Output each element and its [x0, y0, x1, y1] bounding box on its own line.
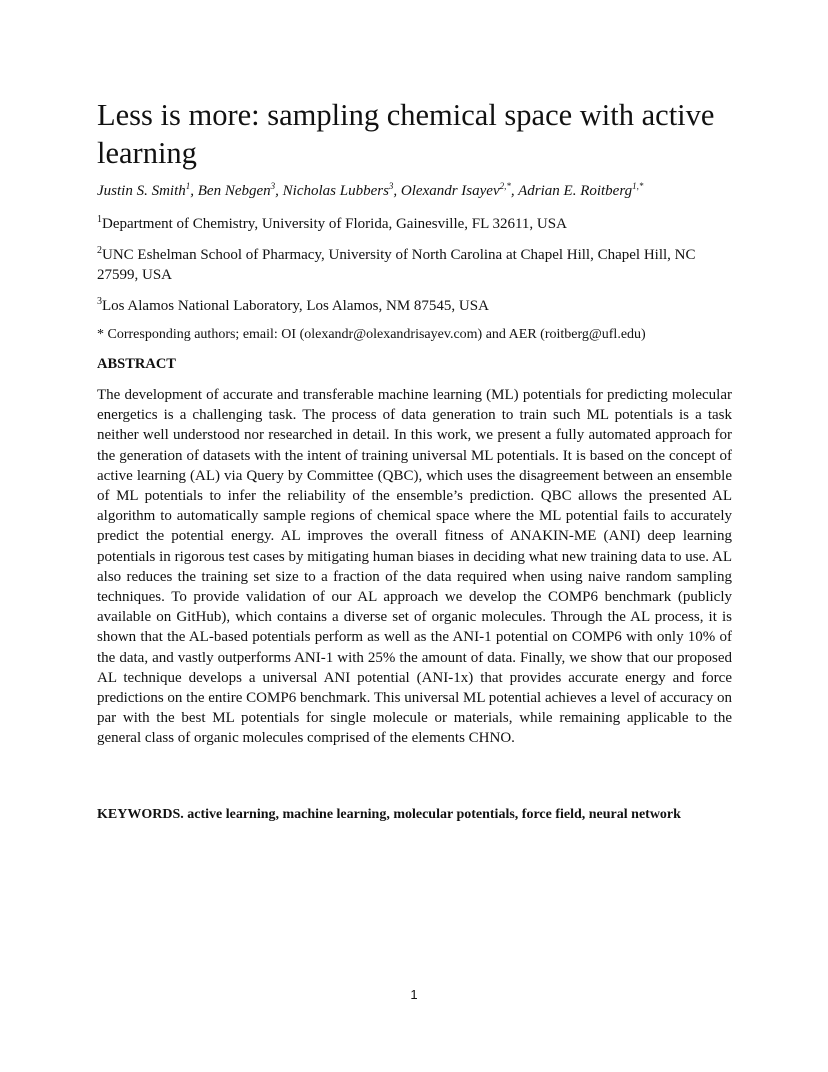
author: Nicholas Lubbers$^3$, [282, 181, 401, 199]
page-number: 1 [410, 987, 418, 1002]
author: Adrian E. Roitberg$^{1,*}$ [518, 181, 644, 199]
paper-title: Less is more: sampling chemical space with active learning [97, 98, 715, 170]
affiliation: $^3$Los Alamos National Laboratory, Los Alamos, NM 87545, USA [97, 296, 489, 314]
abstract-text: The development of accurate and transferable machine learning (ML) potentials for predicting molecular energetics is a challenging task. The process of data generation to train such ML potentials is a task neither well understood nor researched in detail. In this work, we present a fully automated approach for the generation of datasets with the intent of training universal ML potentials. It is based on the concept of active learning (AL) via Query by Committee (QBC), which uses the disagreement between an ensemble of ML potentials to infer the reliability of the ensemble’s prediction. QBC allows the presented AL algorithm to automatically sample regions of chemical space where the ML potential fails to accurately predict the potential energy. AL improves the overall fitness of ANAKIN-ME (ANI) deep learning potentials in rigorous test cases by mitigating human biases in deciding what new training data to use. AL also reduces the training set size to a fraction of the data required when using naive random sampling techniques. To provide validation of our AL approach we develop the COMP6 benchmark (publicly available on GitHub), which contains a diverse set of organic molecules. Through the AL process, it is shown that the AL-based potentials perform as well as the ANI-1 potential on COMP6 with only 10% of the data, and vastly outperforms ANI-1 with 25% the amount of data. Finally, we show that our proposed AL technique develops a universal ANI potential (ANI-1x) that provides accurate energy and force predictions on the entire COMP6 benchmark. This universal ML potential achieves a level of accuracy on par with the best ML potentials for single molecule or materials, while remaining applicable to the general class of organic molecules comprised of the elements CHNO. [97, 387, 732, 747]
corresponding-authors: * Corresponding authors; email: OI (olexandr@olexandrisayev.com) and AER (roitberg@ufl.edu) [97, 327, 646, 342]
keywords: KEYWORDS. active learning, machine learning, molecular potentials, force field, neural network [97, 807, 681, 822]
author: Ben Nebgen$^3$, [197, 181, 283, 199]
abstract-heading: ABSTRACT [97, 356, 176, 372]
author: Justin S. Smith$^1$, [97, 181, 198, 199]
author-list [97, 183, 737, 200]
affiliation: $^1$Department of Chemistry, University of Florida, Gainesville, FL 32611, USA [97, 214, 567, 232]
author: Olexandr Isayev$^{2,*}$, [400, 181, 519, 199]
affiliation: $^2$UNC Eshelman School of Pharmacy, University of North Carolina at Chapel Hill, Chapel Hill, NC 27599, USA [97, 245, 696, 283]
